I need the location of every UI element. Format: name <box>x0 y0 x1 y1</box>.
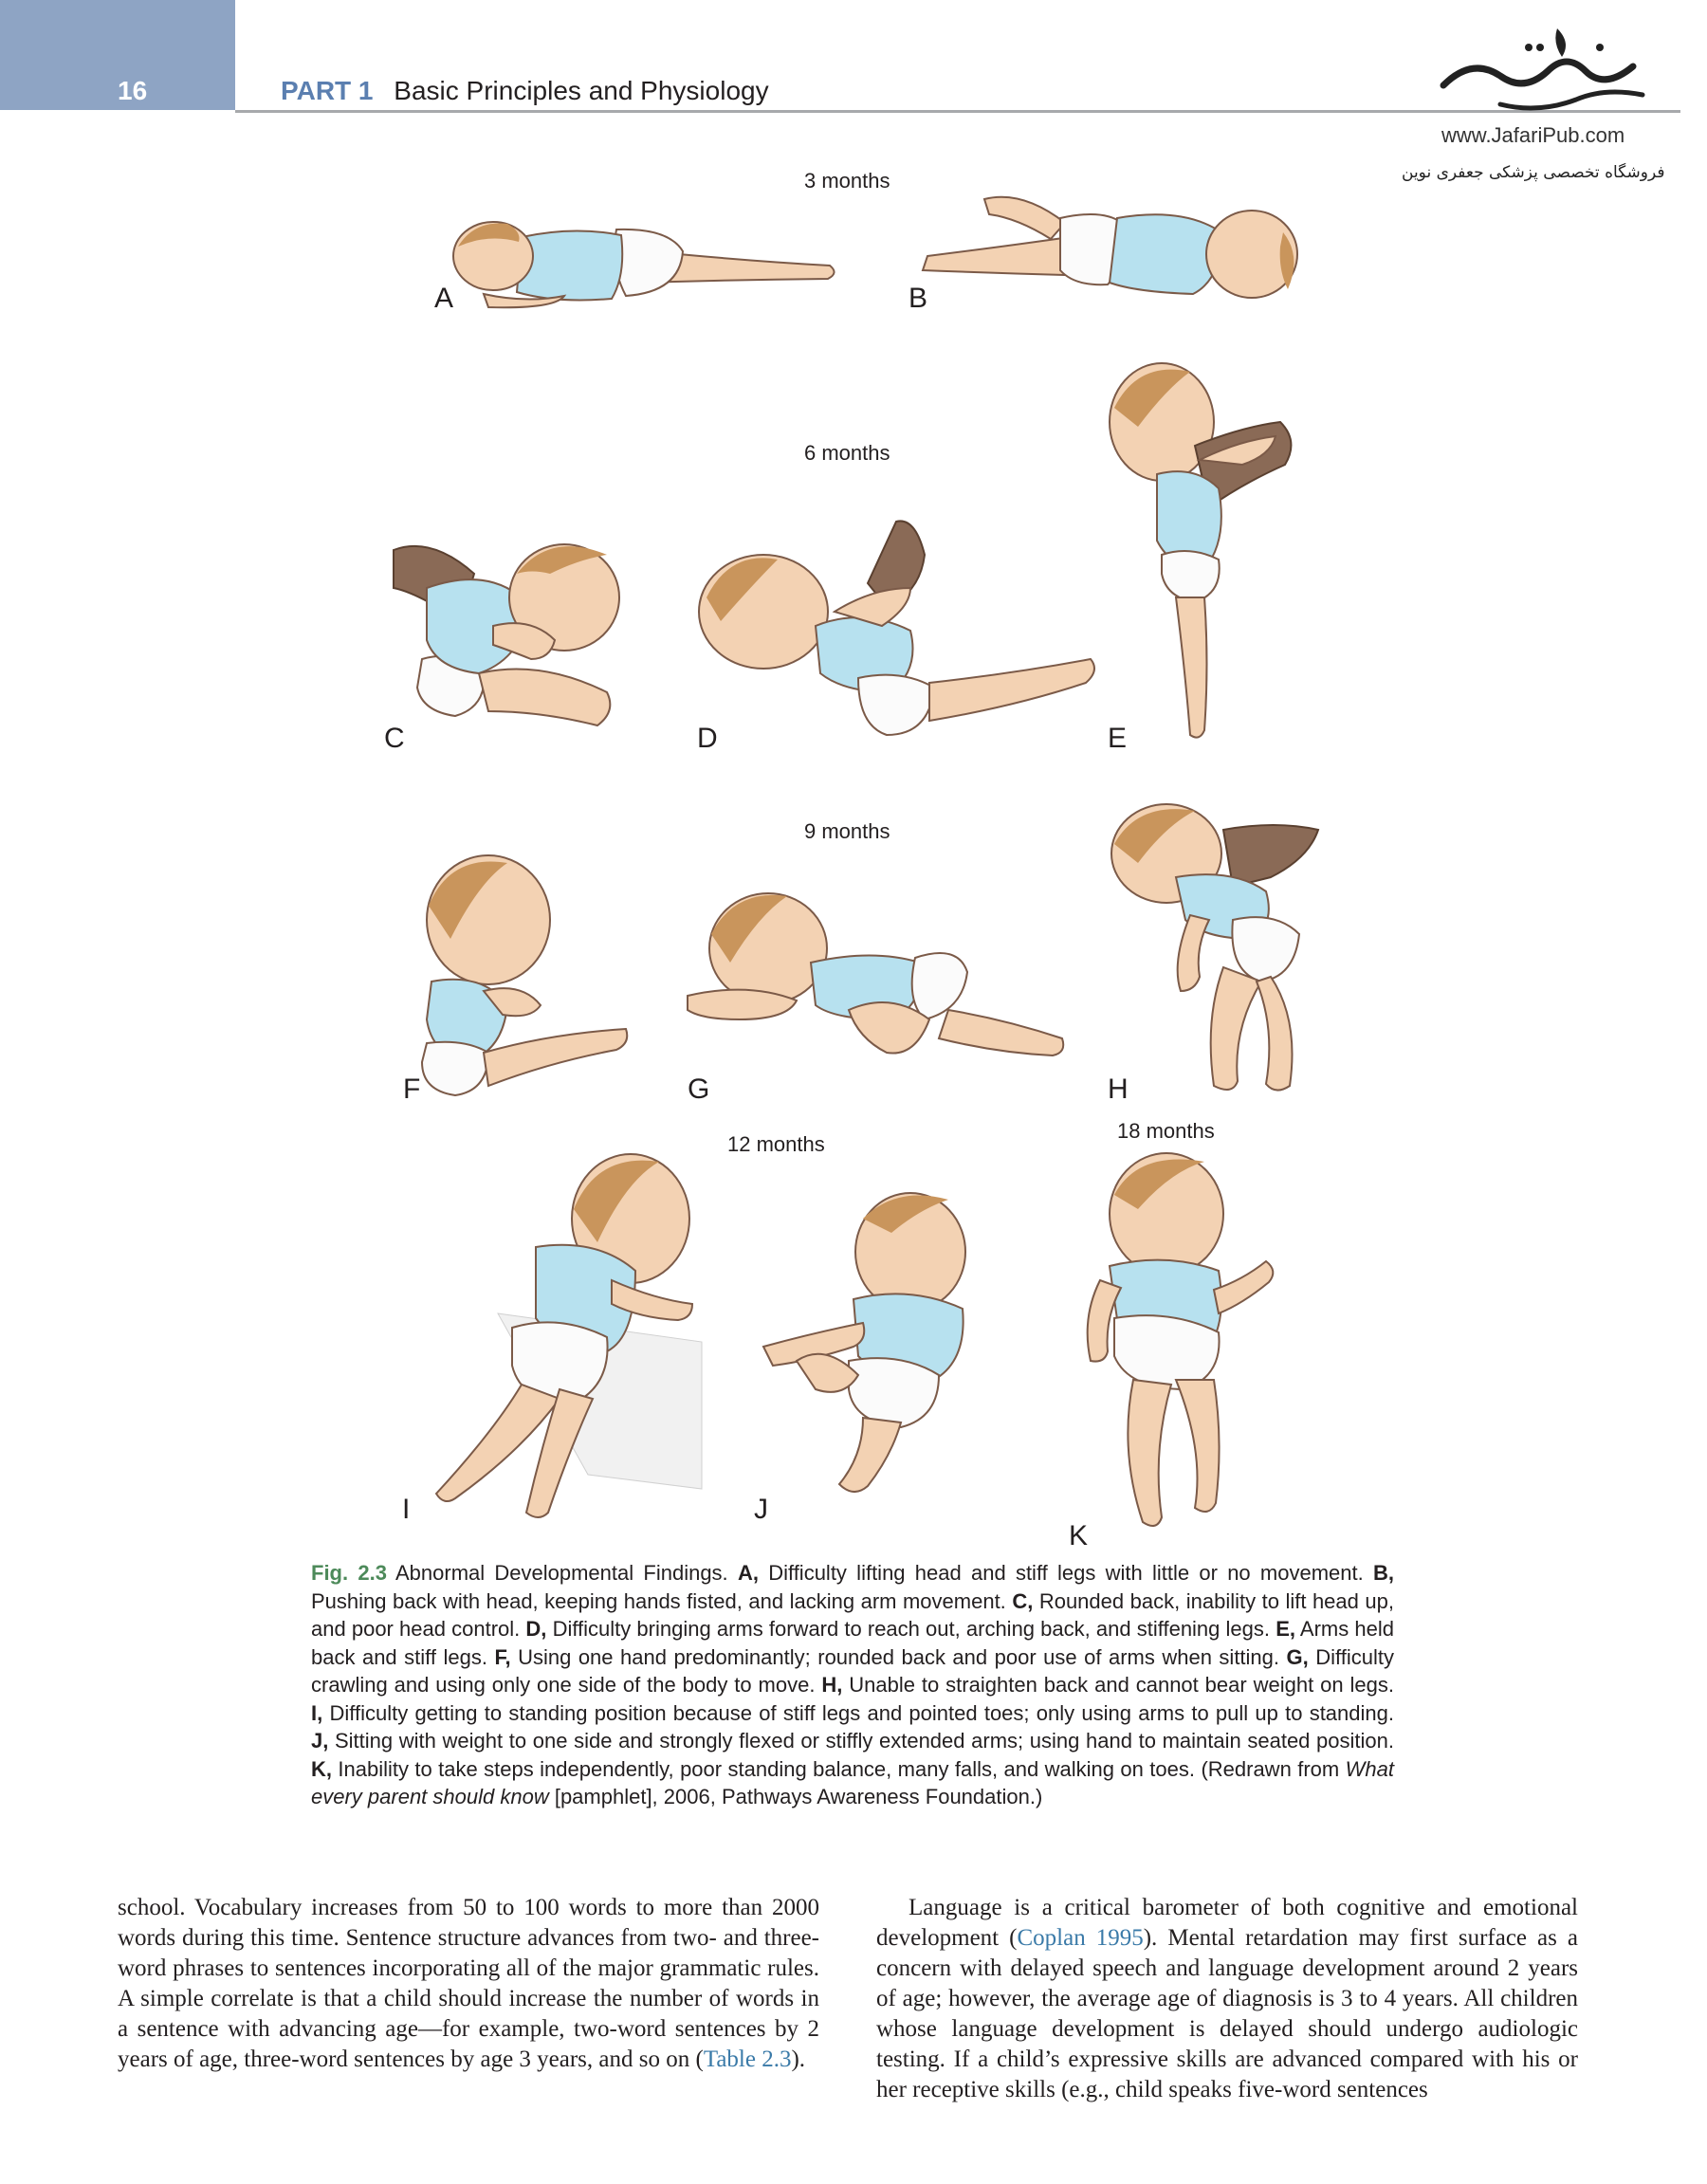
caption-text-f: Using one hand predominantly; rounded back and poor use of arms when sitting. <box>518 1644 1280 1669</box>
caption-label-i: I, <box>311 1700 323 1725</box>
caption-text-d: Difficulty bringing arms forward to reach out, arching back, and stiffening legs. <box>552 1617 1271 1641</box>
caption-text-b: Pushing back with head, keeping hands fisted, and lacking arm movement. <box>311 1588 1006 1613</box>
publisher-logo-icon <box>1434 19 1652 123</box>
figure-caption <box>311 1559 1394 1811</box>
figure-panel-a <box>431 209 849 313</box>
panel-label-f: F <box>403 1074 421 1105</box>
panel-label-c: C <box>384 723 405 754</box>
coplan-1995-link[interactable]: Coplan 1995 <box>1017 1925 1144 1951</box>
caption-label-e: E, <box>1276 1617 1295 1641</box>
page-number: 16 <box>118 76 148 105</box>
caption-source-title: What every parent should know <box>311 1756 1394 1808</box>
caption-text-a: Difficulty lifting head and stiff legs with little or no movement. <box>768 1561 1364 1585</box>
caption-label-c: C, <box>1012 1588 1034 1613</box>
panel-label-j: J <box>754 1494 768 1525</box>
panel-label-i: I <box>402 1494 411 1525</box>
caption-source-prefix: (Redrawn from <box>1201 1756 1340 1781</box>
caption-text-c: Rounded back, inability to lift head up, and poor head control. <box>311 1588 1394 1641</box>
body-left-text-1: school. Vocabulary increases from 50 to 100 words to more than 2000 words during this time. Sentence structure advances from two- and three-word phrases to sentences incorporating all of the major grammatic rules. A simple correlate is that a child should increase the number of words in a sentence with advancing age—for example, two-word sentences by 2 years of age, three-word sentences by age 3 years, and so on ( <box>118 1895 819 2072</box>
age-label-18-months: 18 months <box>1117 1119 1215 1143</box>
body-right-text-2: ). Mental retardation may first surface as a concern with delayed speech and language development around 2 years of age; however, the average age of diagnosis is 3 to 4 years. All children whose language development is delayed should undergo audiologic testing. If a child’s expressive skills are advanced compared with his or her receptive skills (e.g., child speaks five-word sentences <box>876 1925 1578 2102</box>
caption-label-h: H, <box>821 1673 843 1697</box>
caption-text-e: Arms held back and stiff legs. <box>311 1617 1394 1669</box>
table-2-3-link[interactable]: Table 2.3 <box>703 2046 792 2072</box>
panel-label-b: B <box>909 283 928 314</box>
caption-fig-num: Fig. 2.3 <box>311 1561 387 1585</box>
panel-label-h: H <box>1108 1074 1129 1105</box>
page-number-tab <box>0 0 235 110</box>
figure-panel-i <box>417 1147 721 1527</box>
caption-label-d: D, <box>525 1617 547 1641</box>
part-label: PART 1 <box>281 76 374 105</box>
body-right-text-1: Language is a critical barometer of both cognitive and emotional development ( <box>876 1895 1578 1951</box>
figure-panel-h <box>1100 801 1328 1110</box>
caption-label-j: J, <box>311 1729 329 1753</box>
figure-panel-e <box>1100 351 1309 749</box>
panel-label-k: K <box>1069 1520 1089 1551</box>
figure-panel-k <box>1062 1147 1290 1536</box>
caption-title: Abnormal Developmental Findings. <box>395 1561 728 1585</box>
body-column-left <box>118 1893 819 2075</box>
caption-text-h: Unable to straighten back and cannot bear weight on legs. <box>849 1673 1394 1697</box>
caption-text-k: Inability to take steps independently, poor standing balance, many falls, and walking on toes. <box>338 1756 1196 1781</box>
caption-label-k: K, <box>311 1756 332 1781</box>
figure-panel-j <box>759 1181 1005 1513</box>
figure-panel-b <box>909 180 1307 313</box>
running-header <box>281 76 769 106</box>
part-title: Basic Principles and Physiology <box>394 76 769 105</box>
caption-label-b: B, <box>1373 1561 1395 1585</box>
panel-label-g: G <box>688 1074 710 1105</box>
figure-panel-d <box>692 517 1110 754</box>
age-label-12-months: 12 months <box>727 1132 825 1156</box>
age-label-6-months: 6 months <box>804 441 890 465</box>
caption-label-f: F, <box>494 1644 511 1669</box>
body-left-text-2: ). <box>791 2046 806 2072</box>
caption-text-g: Difficulty crawling and using only one side of the body to move. <box>311 1644 1394 1697</box>
caption-label-g: G, <box>1286 1644 1309 1669</box>
panel-label-a: A <box>434 283 454 314</box>
age-label-9-months: 9 months <box>804 819 890 843</box>
panel-label-d: D <box>697 723 718 754</box>
watermark-url: www.JafariPub.com <box>1441 123 1625 147</box>
figure-panel-g <box>683 877 1081 1095</box>
watermark-tagline: فروشگاه تخصصی پزشکی جعفری نوین <box>1402 163 1665 182</box>
caption-source-suffix: [pamphlet], 2006, Pathways Awareness Foundation.) <box>554 1785 1043 1808</box>
caption-text-j: Sitting with weight to one side and strongly flexed or stiffly extended arms; using hand to maintain seated position. <box>335 1729 1394 1753</box>
body-column-right <box>876 1893 1578 2105</box>
figure-panel-c <box>389 517 654 744</box>
figure-panel-f <box>398 849 635 1105</box>
caption-text-i: Difficulty getting to standing position because of stiff legs and pointed toes; only using arms to pull up to standing. <box>329 1700 1394 1725</box>
age-label-3-months: 3 months <box>804 169 890 193</box>
caption-label-a: A, <box>737 1561 759 1585</box>
panel-label-e: E <box>1108 723 1128 754</box>
